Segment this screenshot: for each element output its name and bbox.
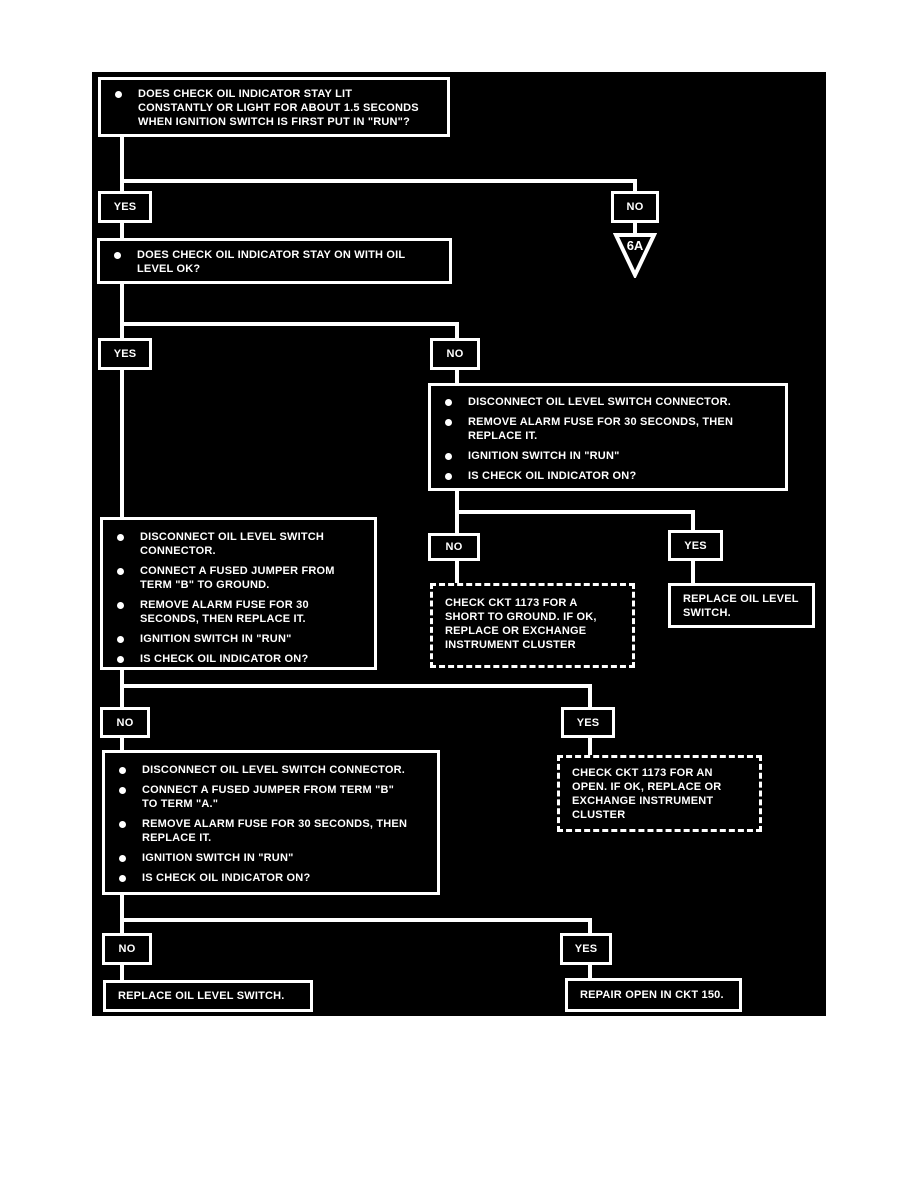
label-no: NO (102, 933, 152, 965)
bullet-icon (114, 252, 121, 259)
step-text: REMOVE ALARM FUSE FOR 30 SECONDS, THEN REPLACE IT. (140, 599, 309, 625)
action-check-open (557, 755, 762, 832)
connector-line (633, 179, 637, 191)
bullet-icon (119, 787, 126, 794)
step-text: DISCONNECT OIL LEVEL SWITCH CONNECTOR. (468, 396, 732, 408)
connector-line (455, 561, 459, 583)
steps-jumper-ground (100, 517, 377, 670)
label-no: NO (100, 707, 150, 738)
bullet-icon (445, 419, 452, 426)
connector-line (120, 284, 124, 326)
label-no: NO (430, 338, 480, 370)
connector-line (120, 965, 124, 980)
step-text: DISCONNECT OIL LEVEL SWITCH CONNECTOR. (142, 764, 406, 776)
connector-line (691, 514, 695, 530)
step-text: IS CHECK OIL INDICATOR ON? (140, 653, 309, 665)
decision-stay-on (97, 238, 452, 284)
decision-text: DOES CHECK OIL INDICATOR STAY LIT CONSTANTLY OR LIGHT FOR ABOUT 1.5 SECONDS WHEN IGNITION SWITCH IS FIRST PUT IN "RUN"? (138, 88, 419, 128)
connector-line (120, 179, 637, 183)
bullet-icon (117, 568, 124, 575)
connector-line (588, 922, 592, 933)
step-text: IGNITION SWITCH IN "RUN" (142, 852, 294, 864)
bullet-icon (119, 875, 126, 882)
action-text: CHECK CKT 1173 FOR AN OPEN. IF OK, REPLACE OR EXCHANGE INSTRUMENT CLUSTER (572, 767, 722, 821)
connector-line (588, 688, 592, 707)
connector-line (120, 370, 124, 517)
connector-line (120, 326, 124, 338)
step-text: IS CHECK OIL INDICATOR ON? (468, 470, 637, 482)
label-yes: YES (98, 338, 152, 370)
step-text: CONNECT A FUSED JUMPER FROM TERM "B" TO GROUND. (140, 565, 335, 591)
steps-jumper-term-a (102, 750, 440, 895)
connector-line (120, 684, 592, 688)
bullet-icon (115, 91, 122, 98)
connector-line (120, 688, 124, 707)
bullet-icon (445, 473, 452, 480)
label-yes: YES (561, 707, 615, 738)
connector-line (120, 922, 124, 933)
decision-indicator-lit (98, 77, 450, 137)
step-text: IGNITION SWITCH IN "RUN" (140, 633, 292, 645)
bullet-icon (117, 636, 124, 643)
connector-line (120, 322, 459, 326)
step-text: DISCONNECT OIL LEVEL SWITCH CONNECTOR. (140, 531, 325, 557)
decision-text: DOES CHECK OIL INDICATOR STAY ON WITH OIL LEVEL OK? (137, 249, 406, 275)
step-text: IS CHECK OIL INDICATOR ON? (142, 872, 311, 884)
connector-line (691, 561, 695, 583)
step-text: CONNECT A FUSED JUMPER FROM TERM "B" TO TERM "A." (142, 784, 395, 810)
action-repair-open-ckt150 (565, 978, 742, 1012)
label-yes: YES (560, 933, 612, 965)
action-text: REPAIR OPEN IN CKT 150. (580, 989, 724, 1001)
offpage-connector-label: 6A (626, 238, 644, 253)
bullet-icon (119, 767, 126, 774)
action-replace-switch-bottom (103, 980, 313, 1012)
label-no: NO (428, 533, 480, 561)
connector-line (120, 738, 124, 750)
connector-line (455, 370, 459, 383)
connector-line (588, 738, 592, 755)
flowchart-canvas (92, 72, 826, 1016)
bullet-icon (117, 656, 124, 663)
label-no: NO (611, 191, 659, 223)
action-check-short-to-ground (430, 583, 635, 668)
step-text: REMOVE ALARM FUSE FOR 30 SECONDS, THEN REPLACE IT. (468, 416, 734, 442)
bullet-icon (445, 453, 452, 460)
label-yes: YES (668, 530, 723, 561)
action-replace-switch-right (668, 583, 815, 628)
step-text: IGNITION SWITCH IN "RUN" (468, 450, 620, 462)
connector-line (120, 223, 124, 238)
action-text: REPLACE OIL LEVEL SWITCH. (118, 990, 285, 1002)
action-text: REPLACE OIL LEVEL SWITCH. (683, 593, 799, 619)
bullet-icon (117, 602, 124, 609)
connector-line (455, 322, 459, 338)
step-text: REMOVE ALARM FUSE FOR 30 SECONDS, THEN REPLACE IT. (142, 818, 408, 844)
offpage-connector-6a-icon (613, 232, 657, 278)
connector-line (588, 965, 592, 978)
steps-fuse-right (428, 383, 788, 491)
action-text: CHECK CKT 1173 FOR A SHORT TO GROUND. IF OK, REPLACE OR EXCHANGE INSTRUMENT CLUSTER (445, 597, 597, 651)
connector-line (455, 510, 695, 514)
connector-line (455, 514, 459, 533)
label-yes: YES (98, 191, 152, 223)
bullet-icon (119, 821, 126, 828)
bullet-icon (445, 399, 452, 406)
bullet-icon (117, 534, 124, 541)
connector-line (120, 918, 592, 922)
bullet-icon (119, 855, 126, 862)
